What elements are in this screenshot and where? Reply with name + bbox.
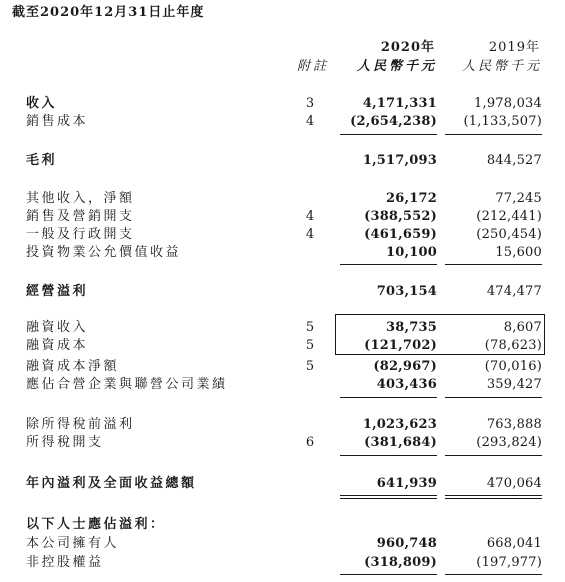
row-note-finance-income: 5: [305, 320, 315, 335]
row-value-2019-finance-costs: (78,623): [484, 338, 542, 353]
row-value-2020-profit-before-tax: 1,023,623: [362, 417, 437, 432]
row-value-2019-revenue: 1,978,034: [474, 96, 542, 111]
row-note-net-finance-costs: 5: [305, 359, 315, 374]
row-value-2019-selling-expenses: (212,441): [476, 209, 542, 224]
row-label-finance-income: 融資收入: [26, 320, 89, 335]
subtotal-rule-2019: [445, 134, 542, 135]
subtotal-rule-2019: [445, 574, 542, 575]
row-value-2020-owners: 960,748: [376, 536, 437, 551]
row-value-2020-cost-of-sales: (2,654,238): [350, 114, 437, 129]
row-label-fair-value-gain: 投資物業公允價值收益: [26, 245, 182, 260]
subtotal-rule-2020: [340, 574, 437, 575]
row-label-profit-attributable-heading: 以下人士應佔溢利：: [26, 517, 166, 532]
statement-period-title: 截至2020年12月31日止年度: [12, 5, 205, 20]
row-value-2020-non-controlling-interests: (318,809): [364, 555, 437, 570]
row-value-2020-other-income: 26,172: [386, 191, 437, 206]
subtotal-rule-2019: [445, 455, 542, 456]
row-value-2020-finance-costs: (121,702): [364, 338, 437, 353]
row-note-finance-costs: 5: [305, 338, 315, 353]
row-label-admin-expenses: 一般及行政開支: [26, 227, 135, 242]
row-label-income-tax: 所得稅開支: [26, 435, 104, 450]
subtotal-rule-2020: [340, 264, 437, 265]
row-label-selling-expenses: 銷售及營銷開支: [26, 209, 135, 224]
row-value-2020-fair-value-gain: 10,100: [386, 245, 437, 260]
header-unit-2020: 人民幣千元: [356, 59, 437, 74]
row-value-2019-operating-profit: 474,477: [486, 284, 542, 299]
row-value-2020-net-finance-costs: (82,967): [373, 359, 437, 374]
header-unit-2019: 人民幣千元: [461, 59, 542, 74]
row-label-gross-profit: 毛利: [26, 153, 58, 168]
row-value-2019-owners: 668,041: [486, 536, 542, 551]
header-year-2019: 2019年: [488, 40, 540, 55]
row-label-non-controlling-interests: 非控股權益: [26, 555, 104, 570]
row-label-finance-costs: 融資成本: [26, 338, 89, 353]
row-value-2019-admin-expenses: (250,454): [476, 227, 542, 242]
row-value-2020-operating-profit: 703,154: [376, 284, 437, 299]
row-value-2020-finance-income: 38,735: [386, 320, 437, 335]
row-value-2019-cost-of-sales: (1,133,507): [463, 114, 542, 129]
double-rule-2020-top: [340, 495, 437, 496]
row-value-2019-gross-profit: 844,527: [486, 153, 542, 168]
row-value-2020-admin-expenses: (461,659): [364, 227, 437, 242]
row-value-2020-share-of-results: 403,436: [376, 377, 437, 392]
row-label-revenue: 收入: [26, 96, 58, 111]
row-label-other-income: 其他收入，淨額: [26, 191, 135, 206]
row-value-2019-total-comprehensive-income: 470,064: [486, 476, 542, 491]
row-value-2019-net-finance-costs: (70,016): [484, 359, 542, 374]
row-value-2020-revenue: 4,171,331: [362, 96, 437, 111]
row-value-2019-fair-value-gain: 15,600: [495, 245, 542, 260]
double-rule-2019-top: [445, 495, 542, 496]
subtotal-rule-2020: [340, 397, 437, 398]
row-label-total-comprehensive-income: 年內溢利及全面收益總額: [26, 476, 197, 491]
subtotal-rule-2020: [340, 455, 437, 456]
row-value-2019-income-tax: (293,824): [476, 435, 542, 450]
row-label-operating-profit: 經營溢利: [26, 284, 89, 299]
row-label-profit-before-tax: 除所得稅前溢利: [26, 417, 135, 432]
header-note: 附註: [297, 59, 330, 74]
row-value-2020-income-tax: (381,684): [364, 435, 437, 450]
row-note-admin-expenses: 4: [305, 227, 315, 242]
row-note-cost-of-sales: 4: [305, 114, 315, 129]
row-value-2019-non-controlling-interests: (197,977): [476, 555, 542, 570]
row-value-2019-finance-income: 8,607: [503, 320, 542, 335]
double-rule-2020-bottom: [340, 498, 437, 499]
row-value-2020-gross-profit: 1,517,093: [362, 153, 437, 168]
subtotal-rule-2019: [445, 264, 542, 265]
row-label-share-of-results: 應佔合營企業與聯營公司業績: [26, 377, 228, 392]
subtotal-rule-2019: [445, 397, 542, 398]
double-rule-2019-bottom: [445, 498, 542, 499]
row-note-selling-expenses: 4: [305, 209, 315, 224]
row-label-owners: 本公司擁有人: [26, 536, 120, 551]
header-year-2020: 2020年: [380, 40, 435, 55]
row-value-2019-other-income: 77,245: [495, 191, 542, 206]
row-value-2020-selling-expenses: (388,552): [364, 209, 437, 224]
row-value-2019-share-of-results: 359,427: [486, 377, 542, 392]
row-label-cost-of-sales: 銷售成本: [26, 114, 89, 129]
row-label-net-finance-costs: 融資成本淨額: [26, 359, 120, 374]
row-note-income-tax: 6: [305, 435, 315, 450]
row-value-2020-total-comprehensive-income: 641,939: [376, 476, 437, 491]
row-value-2019-profit-before-tax: 763,888: [486, 417, 542, 432]
row-note-revenue: 3: [305, 96, 315, 111]
subtotal-rule-2020: [340, 134, 437, 135]
